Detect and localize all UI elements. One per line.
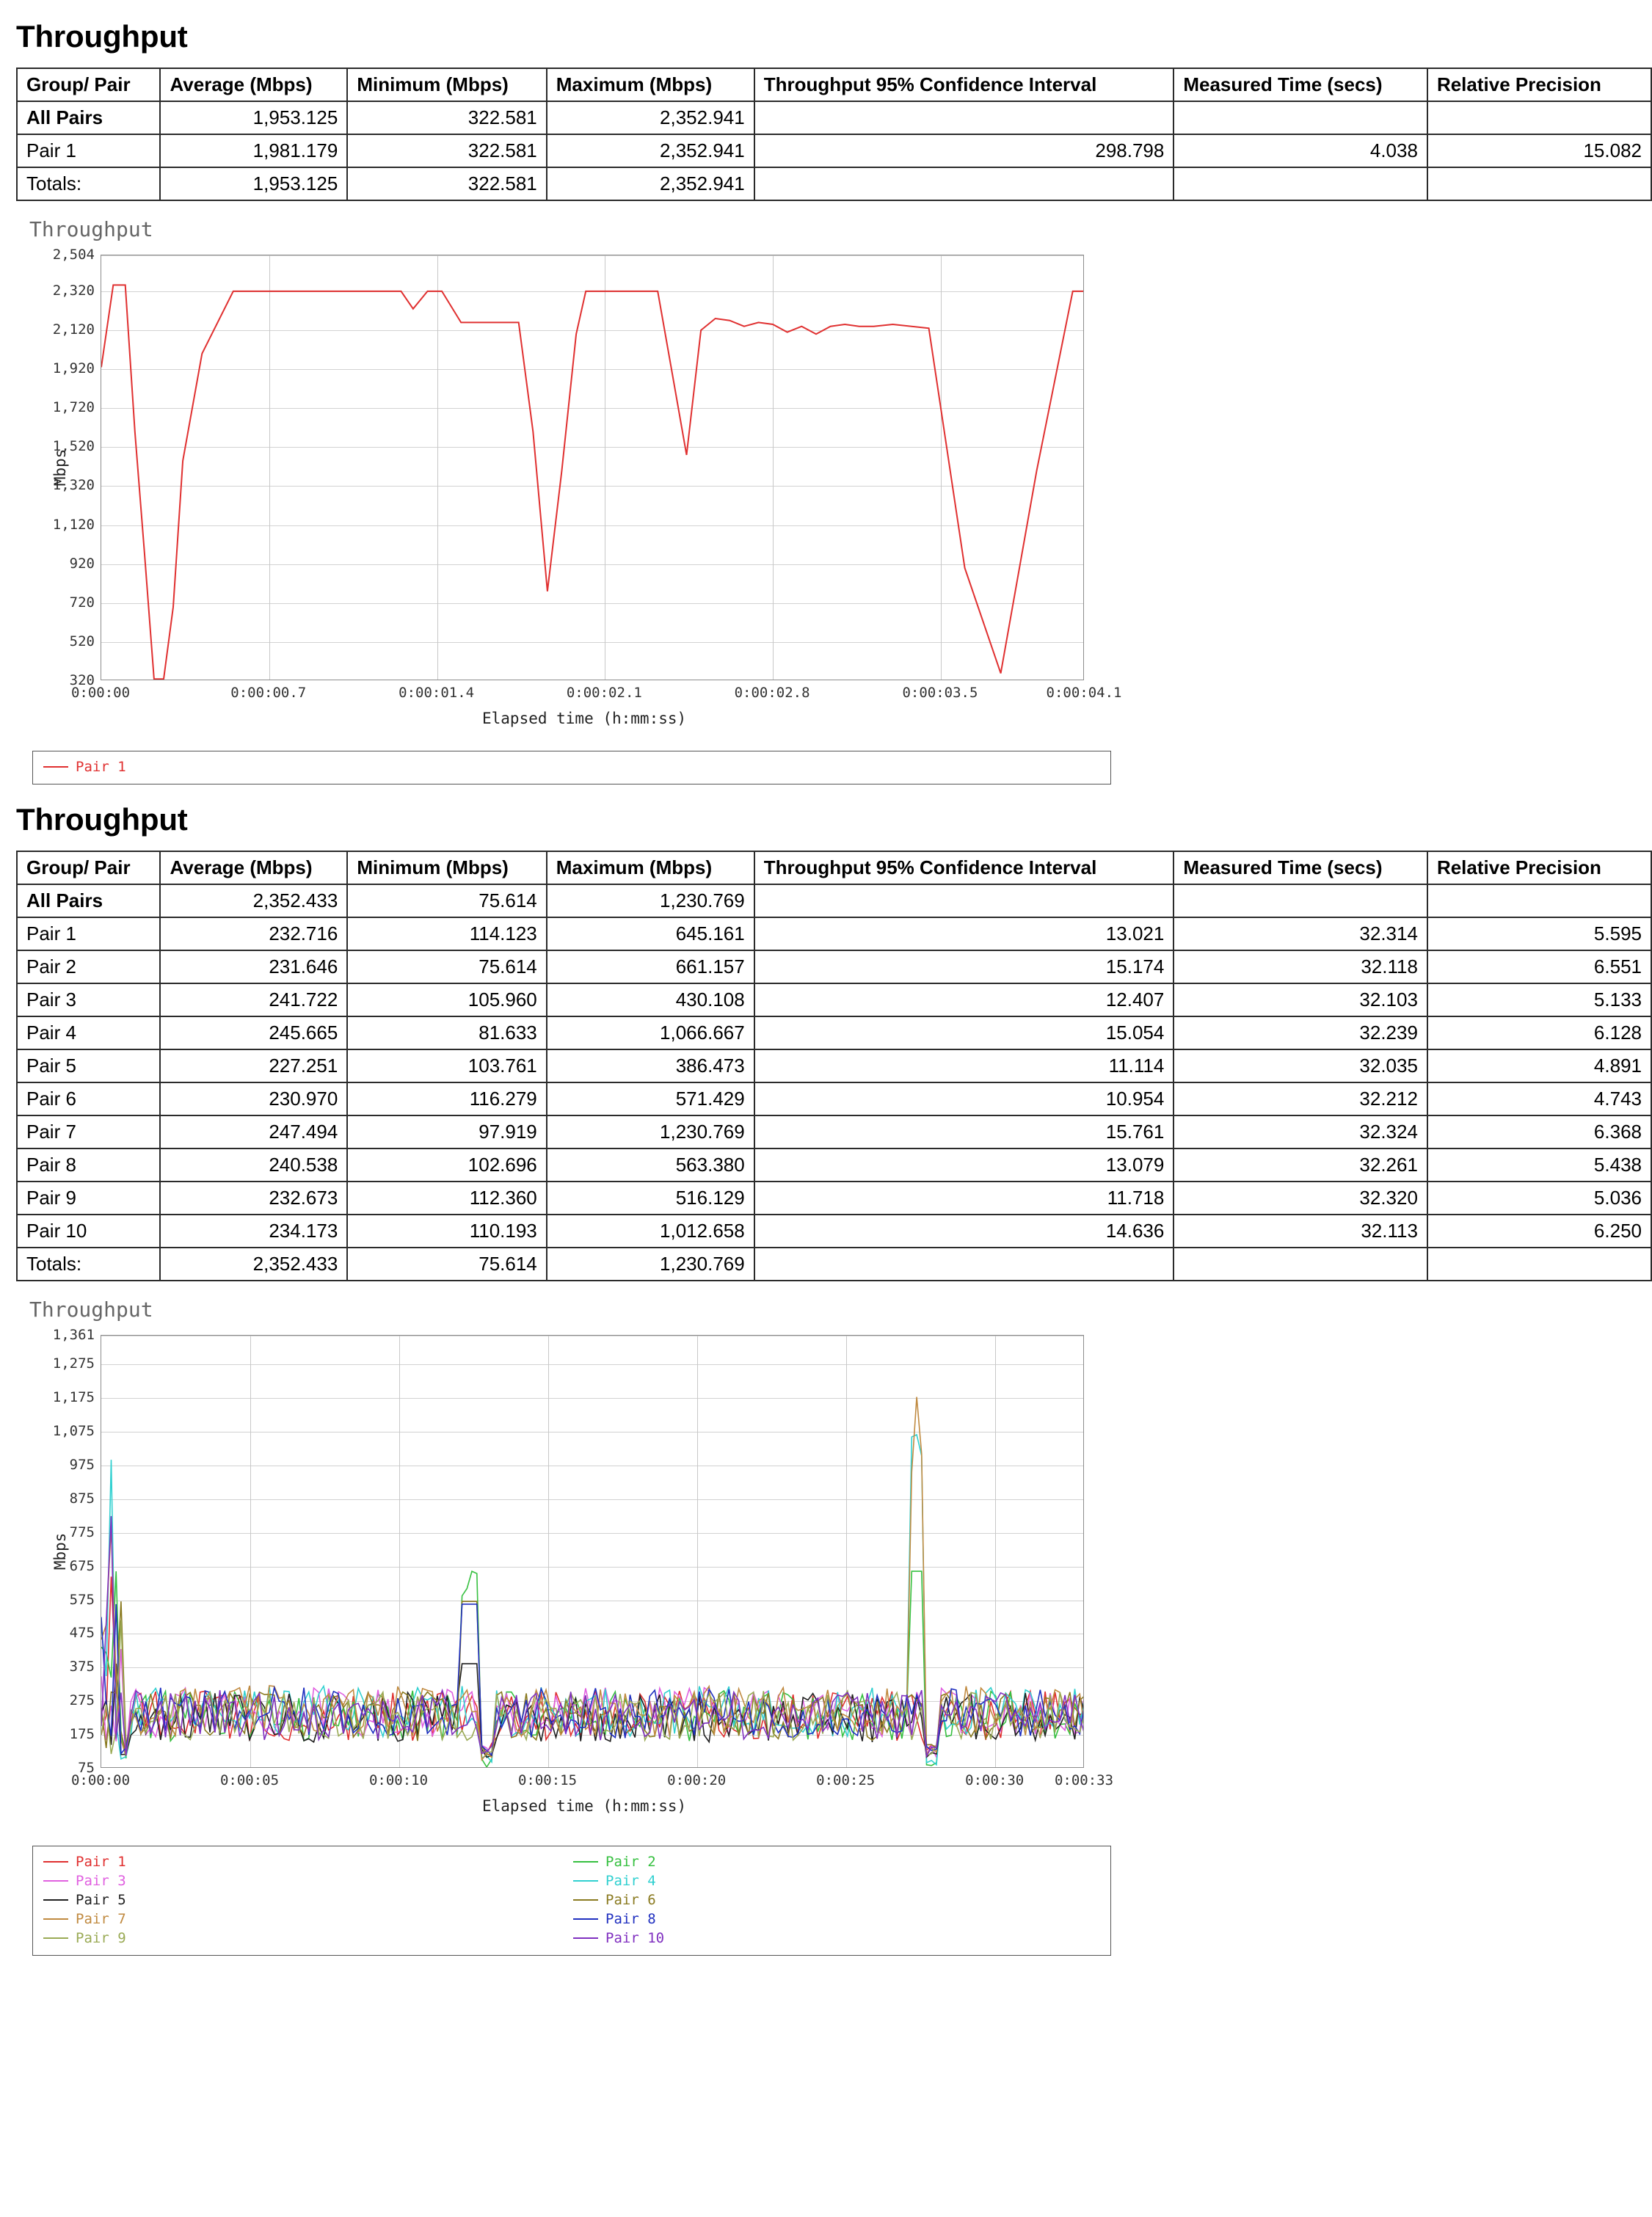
cell-relative-precision: 6.551 [1427, 950, 1651, 983]
x-axis-tick: 0:00:25 [816, 1772, 876, 1788]
cell-relative-precision [1427, 167, 1651, 200]
cell-confidence [754, 167, 1174, 200]
cell-average: 232.716 [160, 917, 347, 950]
legend-label: Pair 1 [76, 1854, 126, 1870]
col-measured-time: Measured Time (secs) [1173, 851, 1427, 884]
row-label: Pair 6 [17, 1082, 160, 1115]
cell-relative-precision [1427, 1248, 1651, 1281]
cell-confidence: 10.954 [754, 1082, 1174, 1115]
legend-swatch-icon [43, 1937, 68, 1939]
row-label: Pair 1 [17, 917, 160, 950]
y-axis-tick: 775 [69, 1523, 95, 1540]
y-axis-tick: 875 [69, 1490, 95, 1507]
y-axis-tick: 1,320 [52, 477, 95, 494]
cell-confidence: 11.114 [754, 1049, 1174, 1082]
legend-label: Pair 7 [76, 1911, 126, 1927]
cell-confidence: 298.798 [754, 134, 1174, 167]
y-axis-tick: 320 [69, 672, 95, 688]
legend-item [43, 1852, 573, 1871]
y-axis-tick: 2,504 [52, 247, 95, 263]
cell-measured-time [1173, 101, 1427, 134]
x-axis-tick: 0:00:20 [667, 1772, 727, 1788]
table-row [17, 1049, 1651, 1082]
chart-1-legend [32, 751, 1111, 784]
col-confidence-interval: Throughput 95% Confidence Interval [754, 68, 1174, 101]
series-layer [101, 1336, 1084, 1768]
x-axis-tick: 0:00:00.7 [230, 685, 307, 701]
x-axis-tick: 0:00:00 [70, 685, 131, 701]
y-axis-tick: 1,520 [52, 438, 95, 455]
y-axis-tick: 520 [69, 633, 95, 649]
table-row [17, 1115, 1651, 1148]
cell-minimum: 81.633 [347, 1016, 546, 1049]
y-axis-tick: 1,075 [52, 1423, 95, 1440]
cell-measured-time: 32.212 [1173, 1082, 1427, 1115]
cell-maximum: 645.161 [547, 917, 754, 950]
row-label: Pair 3 [17, 983, 160, 1016]
cell-maximum: 516.129 [547, 1182, 754, 1215]
x-axis-tick: 0:00:02.1 [566, 685, 642, 701]
cell-relative-precision: 5.133 [1427, 983, 1651, 1016]
cell-average: 1,953.125 [160, 167, 347, 200]
y-axis-tick: 475 [69, 1625, 95, 1642]
legend-label: Pair 2 [605, 1854, 656, 1870]
legend-item [43, 1871, 573, 1890]
y-axis-tick: 75 [78, 1760, 95, 1776]
legend-label: Pair 1 [76, 759, 126, 775]
cell-average: 241.722 [160, 983, 347, 1016]
table-row [17, 1016, 1651, 1049]
cell-measured-time: 32.324 [1173, 1115, 1427, 1148]
cell-average: 1,953.125 [160, 101, 347, 134]
col-confidence-interval: Throughput 95% Confidence Interval [754, 851, 1174, 884]
y-axis-tick: 2,120 [52, 321, 95, 338]
cell-maximum: 1,230.769 [547, 1115, 754, 1148]
cell-minimum: 75.614 [347, 1248, 546, 1281]
x-axis-label: Elapsed time (h:mm:ss) [482, 710, 687, 727]
legend-swatch-icon [43, 1880, 68, 1882]
cell-relative-precision: 6.128 [1427, 1016, 1651, 1049]
cell-minimum: 105.960 [347, 983, 546, 1016]
chart-2-legend [32, 1846, 1111, 1956]
legend-label: Pair 3 [76, 1873, 126, 1889]
cell-minimum: 102.696 [347, 1148, 546, 1182]
cell-relative-precision: 6.368 [1427, 1115, 1651, 1148]
legend-swatch-icon [43, 1861, 68, 1863]
row-label: Pair 9 [17, 1182, 160, 1215]
col-maximum: Maximum (Mbps) [547, 851, 754, 884]
col-minimum: Minimum (Mbps) [347, 68, 546, 101]
legend-swatch-icon [573, 1899, 598, 1901]
legend-label: Pair 6 [605, 1892, 656, 1908]
cell-maximum: 1,066.667 [547, 1016, 754, 1049]
row-label: Pair 1 [17, 134, 160, 167]
row-label: Pair 5 [17, 1049, 160, 1082]
legend-label: Pair 9 [76, 1930, 126, 1946]
cell-maximum: 1,012.658 [547, 1215, 754, 1248]
chart-title-2: Throughput [29, 1297, 153, 1322]
throughput-table-2 [16, 851, 1652, 1281]
cell-minimum: 322.581 [347, 167, 546, 200]
cell-relative-precision: 15.082 [1427, 134, 1651, 167]
cell-average: 231.646 [160, 950, 347, 983]
row-label: Pair 8 [17, 1148, 160, 1182]
col-relative-precision: Relative Precision [1427, 851, 1651, 884]
cell-maximum: 571.429 [547, 1082, 754, 1115]
cell-average: 245.665 [160, 1016, 347, 1049]
col-relative-precision: Relative Precision [1427, 68, 1651, 101]
cell-measured-time: 32.118 [1173, 950, 1427, 983]
page-title-2: Throughput [16, 802, 188, 837]
row-label: Pair 10 [17, 1215, 160, 1248]
x-axis-tick: 0:00:30 [965, 1772, 1025, 1788]
x-axis-tick: 0:00:00 [70, 1772, 131, 1788]
cell-minimum: 322.581 [347, 134, 546, 167]
page-title-1: Throughput [16, 19, 188, 54]
cell-confidence: 15.054 [754, 1016, 1174, 1049]
y-axis-label: Mbps [51, 1532, 69, 1570]
row-label: All Pairs [17, 884, 160, 917]
row-label: Totals: [17, 167, 160, 200]
cell-measured-time: 32.239 [1173, 1016, 1427, 1049]
cell-measured-time [1173, 1248, 1427, 1281]
legend-item [573, 1890, 1103, 1910]
cell-minimum: 112.360 [347, 1182, 546, 1215]
cell-measured-time: 32.320 [1173, 1182, 1427, 1215]
cell-confidence: 15.761 [754, 1115, 1174, 1148]
x-axis-tick: 0:00:05 [219, 1772, 280, 1788]
cell-measured-time: 4.038 [1173, 134, 1427, 167]
y-axis-tick: 720 [69, 594, 95, 611]
cell-relative-precision: 5.036 [1427, 1182, 1651, 1215]
cell-relative-precision [1427, 101, 1651, 134]
cell-relative-precision: 5.595 [1427, 917, 1651, 950]
x-axis-tick: 0:00:04.1 [1046, 685, 1122, 701]
cell-maximum: 563.380 [547, 1148, 754, 1182]
table-row [17, 983, 1651, 1016]
y-axis-tick: 1,175 [52, 1389, 95, 1406]
table-row [17, 1082, 1651, 1115]
x-axis-tick: 0:00:15 [517, 1772, 578, 1788]
legend-item [43, 1890, 573, 1910]
cell-relative-precision: 5.438 [1427, 1148, 1651, 1182]
cell-maximum: 386.473 [547, 1049, 754, 1082]
y-axis-tick: 920 [69, 555, 95, 572]
table-row [17, 950, 1651, 983]
table-row [17, 167, 1651, 200]
y-axis-tick: 975 [69, 1457, 95, 1474]
x-axis-tick: 0:00:02.8 [734, 685, 810, 701]
cell-average: 247.494 [160, 1115, 347, 1148]
y-axis-label: Mbps [51, 448, 69, 487]
cell-measured-time: 32.113 [1173, 1215, 1427, 1248]
cell-minimum: 322.581 [347, 101, 546, 134]
legend-label: Pair 4 [605, 1873, 656, 1889]
cell-maximum: 2,352.941 [547, 134, 754, 167]
chart-2 [16, 1297, 1652, 1956]
row-label: Totals: [17, 1248, 160, 1281]
legend-item [43, 1910, 573, 1929]
x-axis-tick: 0:00:33 [1054, 1772, 1114, 1788]
cell-minimum: 114.123 [347, 917, 546, 950]
cell-relative-precision: 4.743 [1427, 1082, 1651, 1115]
table-row [17, 917, 1651, 950]
row-label: All Pairs [17, 101, 160, 134]
col-measured-time: Measured Time (secs) [1173, 68, 1427, 101]
cell-minimum: 75.614 [347, 884, 546, 917]
legend-swatch-icon [43, 1899, 68, 1901]
y-axis-tick: 1,920 [52, 360, 95, 377]
y-axis-tick: 375 [69, 1659, 95, 1675]
cell-relative-precision: 6.250 [1427, 1215, 1651, 1248]
x-axis-tick: 0:00:03.5 [902, 685, 978, 701]
cell-average: 230.970 [160, 1082, 347, 1115]
cell-minimum: 103.761 [347, 1049, 546, 1082]
y-axis-tick: 1,720 [52, 399, 95, 416]
cell-maximum: 2,352.941 [547, 101, 754, 134]
cell-maximum: 2,352.941 [547, 167, 754, 200]
y-axis-tick: 275 [69, 1692, 95, 1709]
cell-confidence: 11.718 [754, 1182, 1174, 1215]
cell-confidence: 14.636 [754, 1215, 1174, 1248]
y-axis-tick: 1,275 [52, 1355, 95, 1372]
chart-2-plot-area [16, 1325, 1117, 1838]
cell-average: 2,352.433 [160, 1248, 347, 1281]
y-axis-tick: 575 [69, 1591, 95, 1608]
table-row [17, 101, 1651, 134]
table-row [17, 1182, 1651, 1215]
legend-item [573, 1910, 1103, 1929]
y-axis-tick: 2,320 [52, 282, 95, 299]
row-label: Pair 7 [17, 1115, 160, 1148]
legend-item [573, 1852, 1103, 1871]
cell-maximum: 661.157 [547, 950, 754, 983]
legend-label: Pair 8 [605, 1911, 656, 1927]
cell-measured-time [1173, 167, 1427, 200]
legend-swatch-icon [43, 766, 68, 768]
cell-minimum: 75.614 [347, 950, 546, 983]
col-group-pair: Group/ Pair [17, 68, 160, 101]
col-minimum: Minimum (Mbps) [347, 851, 546, 884]
cell-average: 2,352.433 [160, 884, 347, 917]
cell-maximum: 430.108 [547, 983, 754, 1016]
legend-item [43, 757, 1103, 776]
legend-swatch-icon [573, 1880, 598, 1882]
y-axis-tick: 1,120 [52, 516, 95, 533]
y-axis-tick: 1,361 [52, 1327, 95, 1343]
table-row [17, 1215, 1651, 1248]
cell-average: 234.173 [160, 1215, 347, 1248]
cell-measured-time: 32.314 [1173, 917, 1427, 950]
legend-swatch-icon [43, 1918, 68, 1920]
cell-measured-time [1173, 884, 1427, 917]
row-label: Pair 2 [17, 950, 160, 983]
plot-frame [101, 1335, 1084, 1768]
legend-swatch-icon [573, 1861, 598, 1863]
legend-item [43, 1929, 573, 1948]
cell-confidence [754, 1248, 1174, 1281]
table-row [17, 884, 1651, 917]
cell-confidence: 15.174 [754, 950, 1174, 983]
cell-average: 232.673 [160, 1182, 347, 1215]
table-row [17, 134, 1651, 167]
cell-relative-precision: 4.891 [1427, 1049, 1651, 1082]
cell-relative-precision [1427, 884, 1651, 917]
chart-title-1: Throughput [29, 217, 153, 241]
cell-minimum: 110.193 [347, 1215, 546, 1248]
cell-confidence: 12.407 [754, 983, 1174, 1016]
legend-item [573, 1929, 1103, 1948]
legend-label: Pair 5 [76, 1892, 126, 1908]
cell-minimum: 116.279 [347, 1082, 546, 1115]
col-group-pair: Group/ Pair [17, 851, 160, 884]
col-maximum: Maximum (Mbps) [547, 68, 754, 101]
x-axis-tick: 0:00:01.4 [399, 685, 475, 701]
throughput-table-1 [16, 68, 1652, 201]
cell-confidence [754, 101, 1174, 134]
cell-maximum: 1,230.769 [547, 884, 754, 917]
cell-measured-time: 32.103 [1173, 983, 1427, 1016]
cell-confidence [754, 884, 1174, 917]
cell-average: 240.538 [160, 1148, 347, 1182]
plot-frame [101, 255, 1084, 680]
cell-confidence: 13.079 [754, 1148, 1174, 1182]
col-average: Average (Mbps) [160, 68, 347, 101]
series-layer [101, 255, 1084, 680]
table-header-row [17, 68, 1651, 101]
cell-average: 1,981.179 [160, 134, 347, 167]
cell-measured-time: 32.261 [1173, 1148, 1427, 1182]
cell-average: 227.251 [160, 1049, 347, 1082]
legend-swatch-icon [573, 1918, 598, 1920]
legend-swatch-icon [573, 1937, 598, 1939]
y-axis-tick: 675 [69, 1557, 95, 1574]
x-axis-label: Elapsed time (h:mm:ss) [482, 1797, 687, 1815]
x-axis-tick: 0:00:10 [368, 1772, 429, 1788]
cell-confidence: 13.021 [754, 917, 1174, 950]
cell-maximum: 1,230.769 [547, 1248, 754, 1281]
cell-minimum: 97.919 [347, 1115, 546, 1148]
table-row [17, 1248, 1651, 1281]
chart-1 [16, 217, 1652, 784]
chart-1-plot-area [16, 244, 1122, 743]
col-average: Average (Mbps) [160, 851, 347, 884]
legend-item [573, 1871, 1103, 1890]
cell-measured-time: 32.035 [1173, 1049, 1427, 1082]
series-line [101, 285, 1084, 679]
legend-label: Pair 10 [605, 1930, 665, 1946]
table-header-row [17, 851, 1651, 884]
y-axis-tick: 175 [69, 1726, 95, 1743]
row-label: Pair 4 [17, 1016, 160, 1049]
table-row [17, 1148, 1651, 1182]
